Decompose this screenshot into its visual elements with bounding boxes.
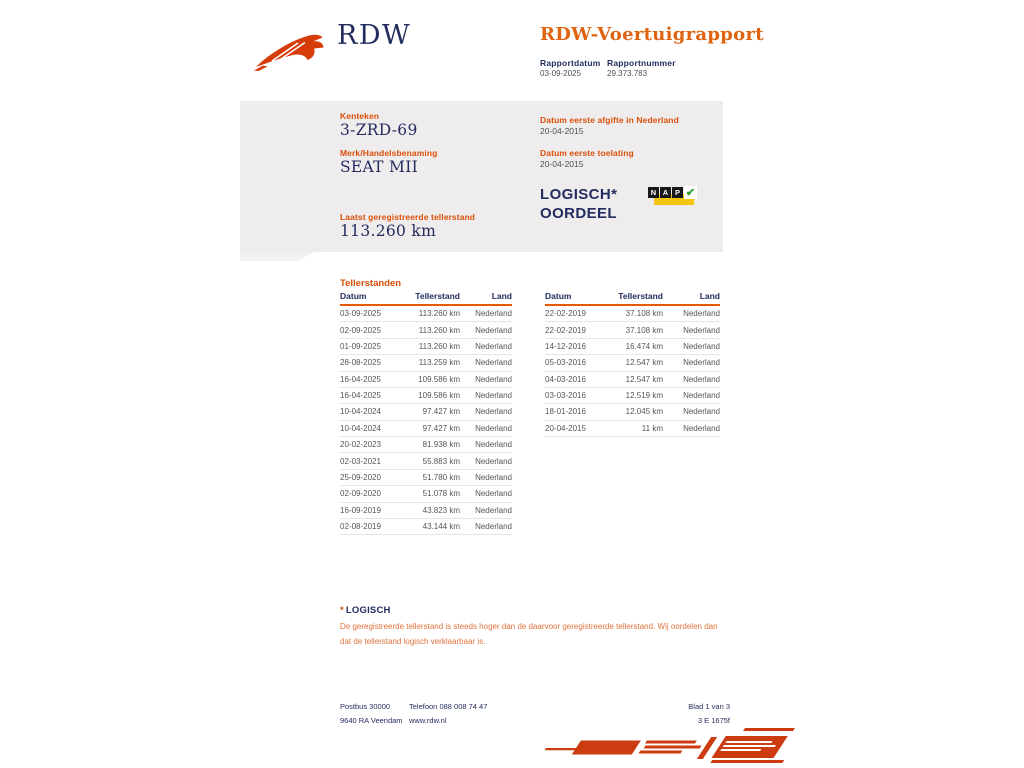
cell-tellerstand: 12.045 km <box>609 404 663 420</box>
cell-datum: 16-04-2025 <box>340 371 406 387</box>
tellerstanden-title: Tellerstanden <box>340 278 402 289</box>
cell-land: Nederland <box>663 387 720 403</box>
cell-land: Nederland <box>460 338 512 354</box>
cell-tellerstand: 12.519 km <box>609 387 663 403</box>
table-row <box>340 469 512 485</box>
cell-land: Nederland <box>663 322 720 338</box>
cell-datum: 22-02-2019 <box>545 305 609 322</box>
kenteken-value: 3-ZRD-69 <box>340 121 418 139</box>
cell-datum: 01-09-2025 <box>340 338 406 354</box>
cell-tellerstand: 51.078 km <box>406 486 460 502</box>
table-row <box>545 404 720 420</box>
footer-address-line1: Postbus 30000 <box>340 702 391 711</box>
report-date-value: 03-09-2025 <box>540 69 581 78</box>
cell-tellerstand: 16.474 km <box>609 338 663 354</box>
table-row <box>340 338 512 354</box>
cell-datum: 03-09-2025 <box>340 305 406 322</box>
cell-land: Nederland <box>460 502 512 518</box>
cell-datum: 18-01-2016 <box>545 404 609 420</box>
cell-tellerstand: 43.144 km <box>406 518 460 534</box>
cell-land: Nederland <box>460 322 512 338</box>
footer-website: www.rdw.nl <box>409 716 447 725</box>
report-date-label: Rapportdatum <box>540 58 601 68</box>
table-row <box>340 371 512 387</box>
footer-phone: Telefoon 088 008 74 47 <box>409 702 488 711</box>
cell-datum: 04-03-2016 <box>545 371 609 387</box>
cell-datum: 20-02-2023 <box>340 437 406 453</box>
cell-land: Nederland <box>460 305 512 322</box>
vehicle-summary-panel-tab <box>240 252 314 261</box>
eerste-toelating-value: 20-04-2015 <box>540 159 584 169</box>
eerste-afgifte-value: 20-04-2015 <box>540 126 584 136</box>
cell-land: Nederland <box>663 420 720 436</box>
cell-tellerstand: 55.883 km <box>406 453 460 469</box>
cell-land: Nederland <box>663 355 720 371</box>
kenteken-label: Kenteken <box>340 111 380 121</box>
merk-label: Merk/Handelsbenaming <box>340 148 438 158</box>
footnote-line2: dat de tellerstand logisch verklaarbaar is. <box>340 636 486 646</box>
cell-tellerstand: 81.938 km <box>406 437 460 453</box>
eerste-afgifte-label: Datum eerste afgifte in Nederland <box>540 115 679 125</box>
oordeel-line2: OORDEEL <box>540 205 617 222</box>
cell-datum: 05-03-2016 <box>545 355 609 371</box>
cell-tellerstand: 11 km <box>609 420 663 436</box>
col-header-datum: Datum <box>340 291 406 305</box>
table-row <box>545 338 720 354</box>
merk-value: SEAT MII <box>340 158 419 176</box>
oordeel-verdict <box>540 185 617 223</box>
rdw-wing-logo-icon <box>254 27 334 71</box>
rdw-speed-stripes-icon <box>543 728 798 768</box>
cell-datum: 28-08-2025 <box>340 355 406 371</box>
cell-land: Nederland <box>460 437 512 453</box>
footnote-title <box>340 605 391 616</box>
cell-tellerstand: 12.547 km <box>609 355 663 371</box>
cell-datum: 22-02-2019 <box>545 322 609 338</box>
table-row <box>340 437 512 453</box>
cell-land: Nederland <box>663 305 720 322</box>
cell-datum: 02-09-2020 <box>340 486 406 502</box>
cell-tellerstand: 51.780 km <box>406 469 460 485</box>
footer-form-code: 3 E 1675f <box>697 716 730 725</box>
table-row <box>545 355 720 371</box>
oordeel-line1: LOGISCH* <box>540 186 618 203</box>
cell-datum: 03-03-2016 <box>545 387 609 403</box>
eerste-toelating-label: Datum eerste toelating <box>540 148 634 158</box>
footer-address-line2: 9640 RA Veendam <box>340 716 403 725</box>
col-header-tellerstand: Tellerstand <box>406 291 460 305</box>
cell-land: Nederland <box>460 453 512 469</box>
table-row <box>340 404 512 420</box>
table-row <box>340 420 512 436</box>
nap-letter-a: A <box>660 187 671 198</box>
cell-datum: 02-03-2021 <box>340 453 406 469</box>
cell-tellerstand: 97.427 km <box>406 404 460 420</box>
col-header-tellerstand: Tellerstand <box>609 291 663 305</box>
cell-land: Nederland <box>460 420 512 436</box>
cell-land: Nederland <box>460 469 512 485</box>
table-row <box>545 371 720 387</box>
tellerstanden-table-right <box>545 291 720 437</box>
cell-tellerstand: 113.260 km <box>406 305 460 322</box>
tellerstanden-table-left <box>340 291 512 535</box>
footnote-asterisk: * <box>340 605 344 616</box>
footnote-title-text: LOGISCH <box>345 605 391 616</box>
nap-letter-n: N <box>648 187 659 198</box>
report-number-value: 29.373.783 <box>607 69 648 78</box>
cell-land: Nederland <box>460 387 512 403</box>
table-row <box>340 355 512 371</box>
table-row <box>545 420 720 436</box>
laatste-tellerstand-value: 113.260 km <box>340 222 437 240</box>
cell-tellerstand: 109.586 km <box>406 371 460 387</box>
cell-land: Nederland <box>663 371 720 387</box>
cell-land: Nederland <box>460 518 512 534</box>
table-row <box>340 453 512 469</box>
cell-datum: 16-04-2025 <box>340 387 406 403</box>
cell-tellerstand: 12.547 km <box>609 371 663 387</box>
cell-tellerstand: 113.260 km <box>406 338 460 354</box>
nap-logo-icon <box>648 184 698 210</box>
table-row <box>340 305 512 322</box>
cell-land: Nederland <box>663 404 720 420</box>
cell-datum: 20-04-2015 <box>545 420 609 436</box>
report-number-label: Rapportnummer <box>607 58 676 68</box>
table-row <box>340 502 512 518</box>
footer-page-number: Blad 1 van 3 <box>688 702 730 711</box>
laatste-tellerstand-label: Laatst geregistreerde tellerstand <box>340 212 476 222</box>
col-header-datum: Datum <box>545 291 609 305</box>
table-header-row <box>340 291 512 305</box>
table-row <box>545 387 720 403</box>
nap-checkmark-icon: ✔ <box>685 187 696 199</box>
cell-land: Nederland <box>460 486 512 502</box>
cell-land: Nederland <box>460 404 512 420</box>
footnote-text <box>340 620 734 649</box>
cell-land: Nederland <box>460 371 512 387</box>
col-header-land: Land <box>663 291 720 305</box>
footnote-line1: De geregistreerde tellerstand is steeds hoger dan de daarvoor geregistreerde tellerstand. Wij oordelen dan <box>340 622 718 631</box>
cell-datum: 14-12-2016 <box>545 338 609 354</box>
cell-datum: 16-09-2019 <box>340 502 406 518</box>
page-title: RDW-Voertuigrapport <box>540 24 764 45</box>
cell-datum: 02-09-2025 <box>340 322 406 338</box>
table-row <box>340 387 512 403</box>
cell-land: Nederland <box>663 338 720 354</box>
cell-tellerstand: 113.259 km <box>406 355 460 371</box>
cell-datum: 10-04-2024 <box>340 404 406 420</box>
cell-tellerstand: 109.586 km <box>406 387 460 403</box>
table-row <box>545 305 720 322</box>
cell-tellerstand: 37.108 km <box>609 305 663 322</box>
table-header-row <box>545 291 720 305</box>
table-row <box>340 322 512 338</box>
nap-letter-p: P <box>672 187 683 198</box>
cell-tellerstand: 43.823 km <box>406 502 460 518</box>
cell-datum: 25-09-2020 <box>340 469 406 485</box>
cell-tellerstand: 37.108 km <box>609 322 663 338</box>
cell-tellerstand: 97.427 km <box>406 420 460 436</box>
cell-tellerstand: 113.260 km <box>406 322 460 338</box>
col-header-land: Land <box>460 291 512 305</box>
table-row <box>340 486 512 502</box>
cell-datum: 02-08-2019 <box>340 518 406 534</box>
table-row <box>340 518 512 534</box>
cell-land: Nederland <box>460 355 512 371</box>
table-row <box>545 322 720 338</box>
cell-datum: 10-04-2024 <box>340 420 406 436</box>
rdw-logo-wordmark: RDW <box>337 20 412 51</box>
